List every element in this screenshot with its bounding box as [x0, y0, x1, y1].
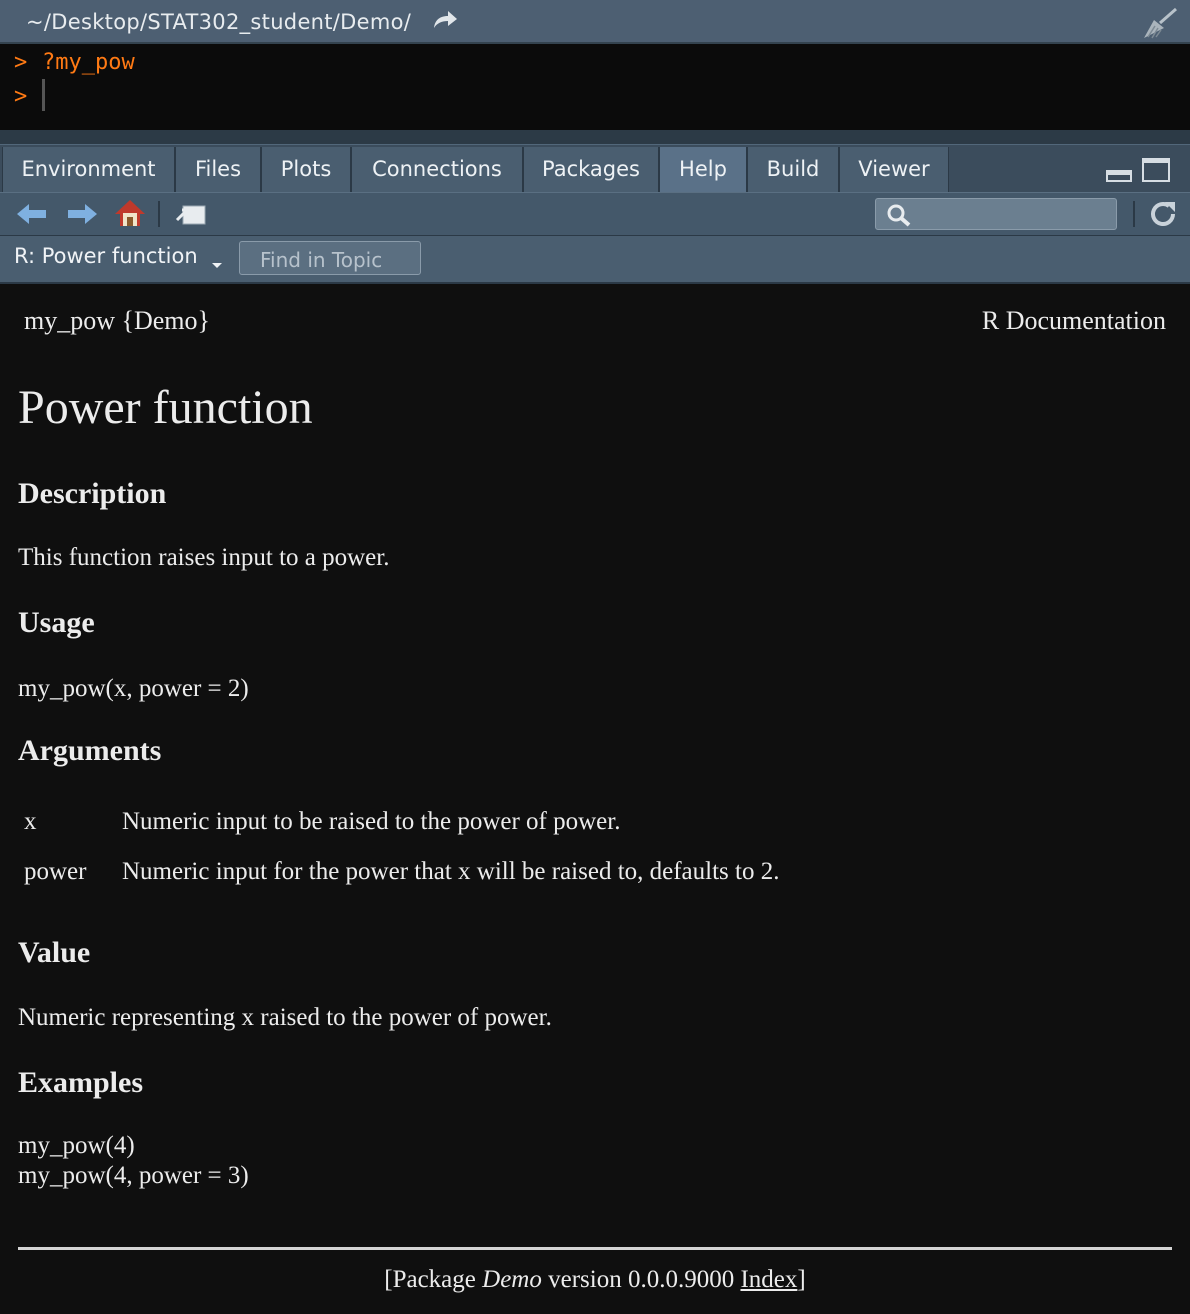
broom-icon[interactable]: [1140, 6, 1180, 44]
pane-divider[interactable]: [0, 130, 1190, 144]
help-document: [0, 284, 1190, 1314]
console-output[interactable]: [0, 44, 1190, 130]
topic-bar: [0, 236, 1190, 284]
value-heading: Value: [18, 936, 91, 969]
description-heading: Description: [18, 477, 167, 510]
tab-build[interactable]: Build: [747, 147, 839, 193]
maximize-pane-icon[interactable]: [1142, 158, 1170, 182]
argument-name: power: [24, 858, 87, 885]
console-command: ?my_pow: [42, 50, 135, 75]
back-arrow-icon[interactable]: [16, 202, 48, 230]
footer-version: version 0.0.0.9000: [541, 1266, 741, 1293]
topic-dropdown[interactable]: R: Power function: [14, 244, 198, 268]
r-documentation-label: R Documentation: [981, 306, 1166, 335]
help-toolbar: [0, 192, 1190, 236]
argument-name: x: [24, 808, 37, 835]
footer-package: Demo: [482, 1266, 542, 1293]
value-text: Numeric representing x raised to the power of power.: [18, 1004, 552, 1031]
tab-files[interactable]: Files: [175, 147, 261, 193]
example-line: my_pow(4, power = 3): [18, 1162, 249, 1189]
console-cursor[interactable]: [42, 79, 45, 111]
examples-heading: Examples: [18, 1066, 144, 1099]
tab-packages[interactable]: Packages: [523, 147, 659, 193]
description-text: This function raises input to a power.: [18, 544, 390, 571]
pane-tabbar: [0, 144, 1190, 192]
tab-help[interactable]: Help: [659, 147, 747, 193]
go-to-directory-icon[interactable]: [432, 10, 458, 34]
refresh-icon[interactable]: [1148, 199, 1178, 233]
console-header: [0, 0, 1190, 44]
forward-arrow-icon[interactable]: [66, 202, 98, 230]
usage-text: my_pow(x, power = 2): [18, 675, 249, 702]
search-icon: [886, 203, 912, 231]
console-prompt: >: [14, 50, 28, 75]
arguments-heading: Arguments: [18, 734, 162, 767]
argument-description: Numeric input to be raised to the power of power.: [122, 808, 621, 835]
index-link[interactable]: Index: [740, 1266, 798, 1293]
footer-suffix: ]: [797, 1266, 806, 1293]
help-search-input[interactable]: [916, 202, 1110, 228]
topic-identifier: my_pow {Demo}: [24, 306, 210, 335]
footer: [0, 1266, 1190, 1294]
tab-plots[interactable]: Plots: [261, 147, 351, 193]
home-icon[interactable]: [113, 198, 147, 232]
find-in-topic-input[interactable]: [258, 246, 422, 274]
tab-viewer[interactable]: Viewer: [839, 147, 949, 193]
footer-prefix: [Package: [384, 1266, 483, 1293]
console-path[interactable]: ~/Desktop/STAT302_student/Demo/: [26, 10, 412, 34]
example-line: my_pow(4): [18, 1132, 135, 1159]
console-prompt: >: [14, 84, 28, 109]
tab-environment[interactable]: Environment: [2, 147, 175, 193]
chevron-down-icon[interactable]: [211, 255, 223, 274]
argument-description: Numeric input for the power that x will be raised to, defaults to 2.: [122, 858, 780, 885]
toolbar-separator: [1133, 201, 1135, 227]
find-in-topic-box[interactable]: [239, 241, 421, 275]
footer-divider: [18, 1247, 1172, 1250]
page-title: Power function: [18, 381, 313, 434]
minimize-pane-icon[interactable]: [1106, 170, 1132, 182]
popout-window-icon[interactable]: [175, 202, 207, 230]
toolbar-separator: [158, 201, 160, 227]
help-search-box[interactable]: [875, 198, 1117, 230]
tab-connections[interactable]: Connections: [351, 147, 523, 193]
usage-heading: Usage: [18, 606, 95, 639]
